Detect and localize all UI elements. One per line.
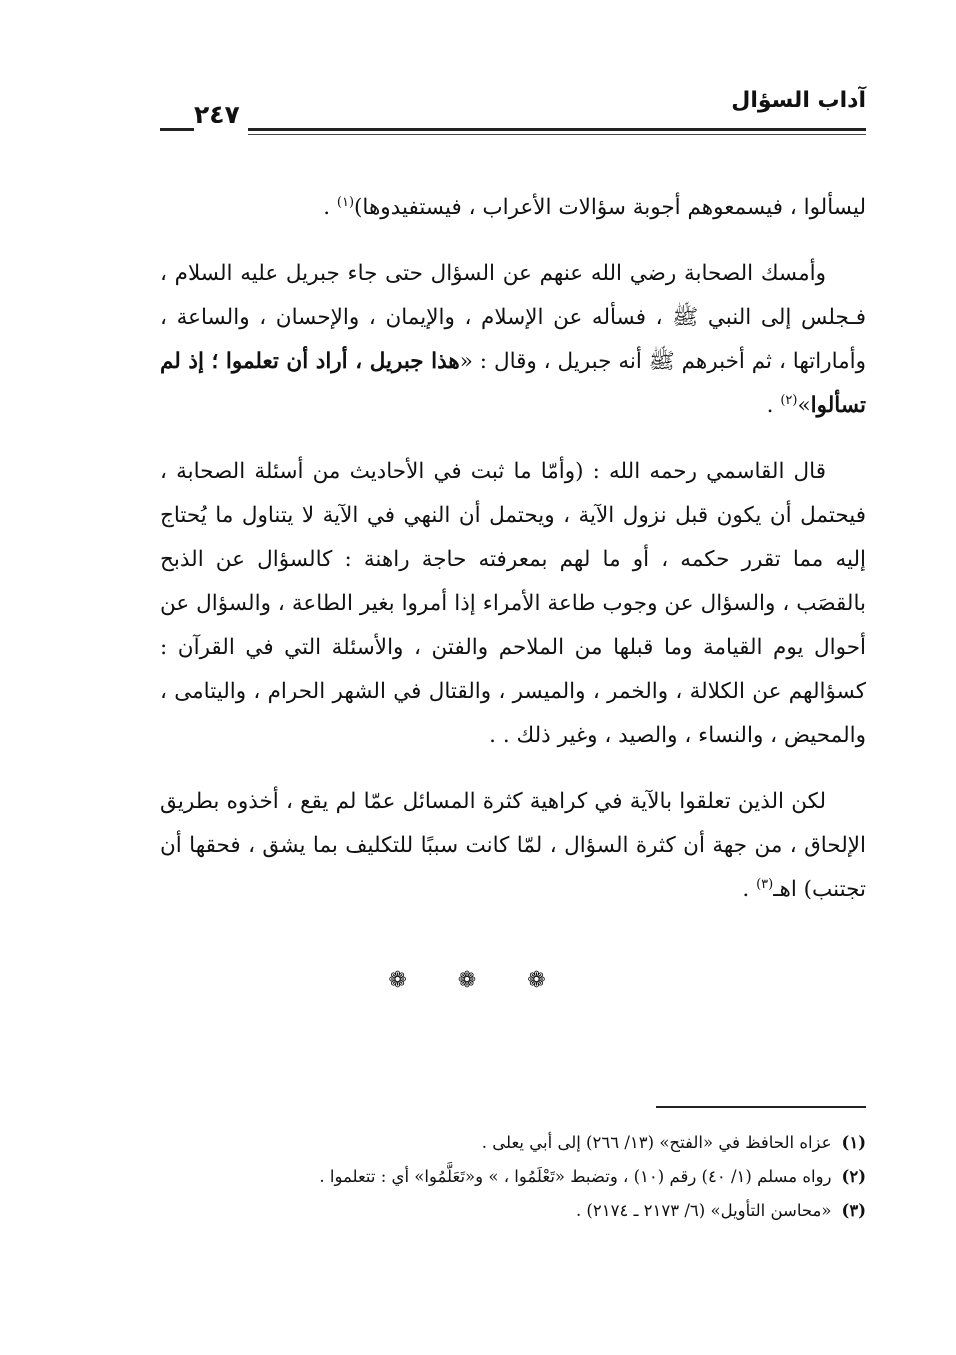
paragraph-2-end: . <box>766 393 781 418</box>
footnote-ref-3: (٣) <box>756 876 774 892</box>
page-number: ٢٤٧ <box>194 100 240 129</box>
footnote-number: (١) <box>841 1133 866 1152</box>
hadith-quote: هذا جبريل ، أراد أن تعلموا ؛ إذ لم تسألوا <box>160 349 866 418</box>
page-header <box>160 84 866 134</box>
paragraph-2-text: وأمسك الصحابة رضي الله عنهم عن السؤال حتى جاء جبريل عليه السلام ، فـجلس إلى النبي ﷺ ، فسأله عن الإسلام ، والإيمان ، والإحسان ، والساعة ، وأماراتها ، ثم أخبرهم ﷺ أنه جبريل ، وقال : « <box>160 261 867 374</box>
footnote-ref-2: (٢) <box>780 392 798 408</box>
paragraph-4-end: . <box>742 877 757 902</box>
paragraph-3: قال القاسمي رحمه الله : (وأمّا ما ثبت في الأحاديث من أسئلة الصحابة ، فيحتمل أن يكون قبل نزول الآية ، ويحتمل أن النهي في الآية لا يتناول ما يُحتاج إليه مما تقرر حكمه ، أو ما لهم بمعرفته حاجة راهنة : كالسؤال عن الذبح بالقصَب ، والسؤال عن وجوب طاعة الأمراء إذا أمروا بغير الطاعة ، والسؤال عن أحوال يوم القيامة وما قبلها من الملاحم والفتن ، والأسئلة التي في القرآن : كسؤالهم عن الكلالة ، والخمر ، والميسر ، والقتال في الشهر الحرام ، واليتامى ، والمحيض ، والنساء ، والصيد ، وغير ذلك . . <box>160 459 866 748</box>
header-rule <box>248 128 866 131</box>
footnote-number: (٣) <box>841 1201 866 1220</box>
footnotes <box>160 1126 866 1228</box>
paragraph-4-text: لكن الذين تعلقوا بالآية في كراهية كثرة المسائل عمّا لم يقع ، أخذوه بطريق الإلحاق ، من جهة أن كثرة السؤال ، لمّا كانت سببًا للتكليف بما يشق ، فحقها أن تجتنب) اهـ <box>160 789 866 902</box>
footnote-ref-1: (١) <box>336 194 355 210</box>
footnote-1 <box>160 1126 866 1160</box>
paragraph-1 <box>160 186 866 230</box>
paragraph-4 <box>160 780 866 912</box>
footnote-text: رواه مسلم (١/ ٤٠) رقم (١٠) ، وتضبط «تَعْلَمُوا ، » و«تَعَلَّمُوا» أي : تتعلموا . <box>319 1167 832 1186</box>
section-ornament: ❁ ❁ ❁ <box>388 968 568 993</box>
quote-close: » <box>797 393 811 418</box>
header-rule-thin <box>248 134 866 135</box>
running-title: آداب السؤال <box>731 88 866 113</box>
footnote-text: عزاه الحافظ في «الفتح» (١٣/ ٢٦٦) إلى أبي يعلى . <box>481 1133 832 1152</box>
paragraph-1-end: . <box>323 195 337 220</box>
footnote-number: (٢) <box>841 1167 866 1186</box>
main-text <box>160 186 866 912</box>
footnote-2 <box>160 1160 866 1194</box>
paragraph-1-text: ليسألوا ، فيسمعوهم أجوبة سؤالات الأعراب ، فيستفيدوها) <box>354 195 866 220</box>
paragraph-2 <box>160 252 866 428</box>
footnote-3 <box>160 1194 866 1228</box>
footnote-text: «محاسن التأويل» (٦/ ٢١٧٣ ـ ٢١٧٤) . <box>575 1201 832 1220</box>
page-number-rule <box>160 128 194 131</box>
footnote-separator <box>656 1106 866 1108</box>
